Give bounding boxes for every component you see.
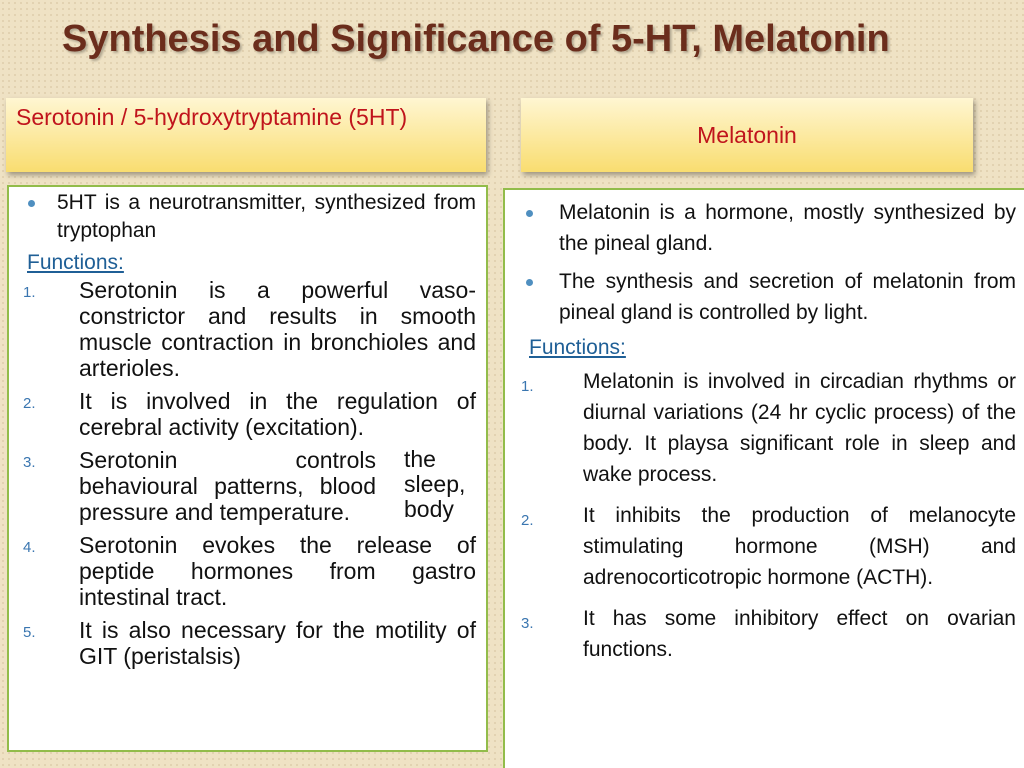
serotonin-functions-heading: Functions: (27, 251, 124, 274)
slide-title: Synthesis and Significance of 5-HT, Melatonin (62, 18, 890, 60)
item-text: Serotonin evokes the release of peptide hormones from gastro intestinal tract. (79, 532, 476, 610)
serotonin-function-item (23, 617, 476, 669)
serotonin-intro-bullet: 5HT is a neurotransmitter, synthesized from tryptophan (23, 189, 476, 245)
item-text: Serotonin is a powerful vaso-constrictor and results in smooth muscle contraction in bronchioles and arterioles. (79, 277, 476, 381)
item-text: It has some inhibitory effect on ovarian functions. (583, 607, 1016, 661)
item-number: 3. (23, 454, 36, 471)
item-number: 1. (521, 378, 534, 395)
melatonin-functions-heading: Functions: (529, 336, 626, 359)
item-text: It inhibits the production of melanocyte stimulating hormone (MSH) and adrenocorticotropic hormone (ACTH). (583, 504, 1016, 589)
melatonin-function-item (521, 603, 1016, 665)
item-number: 1. (23, 284, 36, 301)
item-text: It is involved in the regulation of cerebral activity (excitation). (79, 388, 476, 440)
item-number: 4. (23, 539, 36, 556)
item-text: It is also necessary for the motility of GIT (peristalsis) (79, 617, 476, 669)
melatonin-bullet: Melatonin is a hormone, mostly synthesized by the pineal gland. (521, 197, 1016, 259)
serotonin-function-item (23, 388, 476, 440)
melatonin-header (521, 98, 973, 172)
melatonin-bullet: The synthesis and secretion of melatonin from pineal gland is controlled by light. (521, 266, 1016, 328)
item-text-main: Serotonin controls behavioural patterns, blood pressure and temperature. (79, 447, 376, 525)
serotonin-header: Serotonin / 5-hydroxytryptamine (5HT) (6, 98, 486, 172)
item-number: 2. (521, 512, 534, 529)
melatonin-header-label: Melatonin (697, 121, 797, 148)
melatonin-panel (503, 188, 1024, 768)
serotonin-function-item (23, 277, 476, 381)
item-number: 2. (23, 395, 36, 412)
item-text (79, 447, 476, 525)
item-number: 3. (521, 615, 534, 632)
serotonin-panel (7, 185, 488, 752)
item-text-side: the sleep, body (404, 446, 466, 522)
item-number: 5. (23, 624, 36, 641)
melatonin-function-item (521, 500, 1016, 593)
item-text: Melatonin is involved in circadian rhythms or diurnal variations (24 hr cyclic process) of the body. It playsa significant role in sleep and wake process. (583, 370, 1016, 486)
serotonin-function-item (23, 447, 476, 525)
serotonin-function-item (23, 532, 476, 610)
melatonin-function-item (521, 366, 1016, 490)
